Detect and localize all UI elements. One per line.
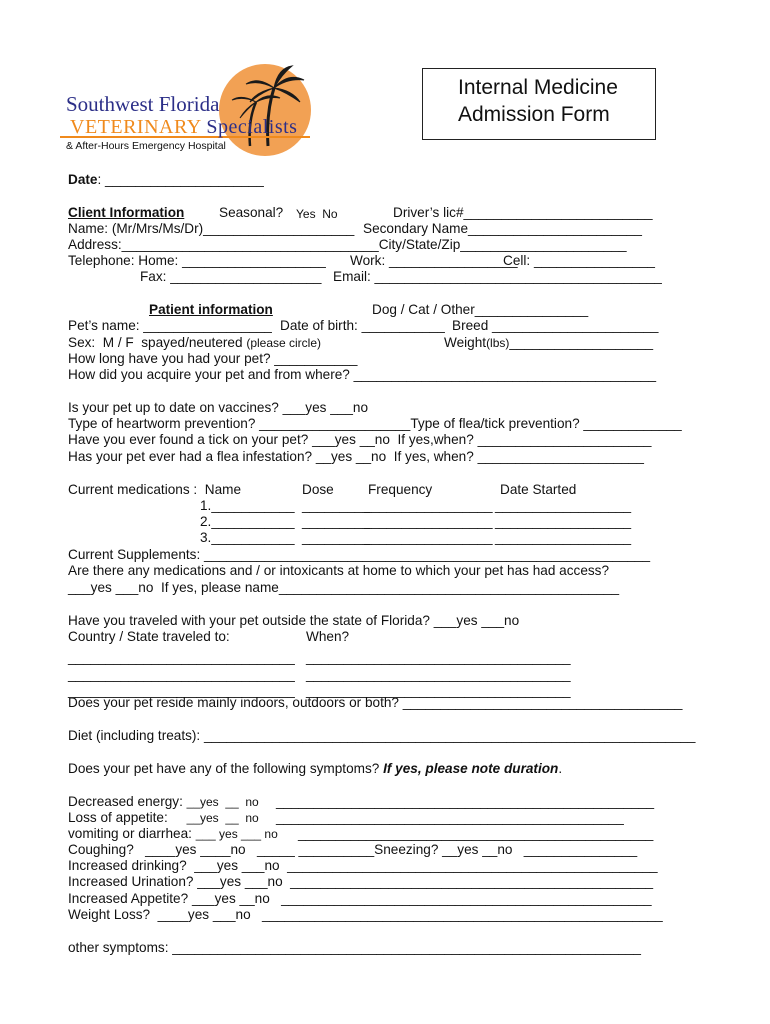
client-name-field[interactable]: Name: (Mr/Mrs/Ms/Dr)____________________ [68,221,355,236]
vomiting-duration[interactable]: _______________________________________________ [298,826,654,841]
decreased-energy-duration[interactable]: __________________________________________________ [276,794,655,809]
medications-dose-header: Dose [302,482,334,497]
travel-location-field-1[interactable]: ______________________________ [68,650,295,665]
form-title-line1: Internal Medicine [458,76,618,99]
date-of-birth-field[interactable]: Date of birth: ___________ [280,318,445,333]
medication-row-2-date[interactable]: __________________ [495,514,632,529]
vaccines-question[interactable]: Is your pet up to date on vaccines? ___yes ___no [68,400,369,415]
travel-when-field-3[interactable]: ___________________________________ [306,683,571,698]
medication-row-3-name[interactable]: 3.___________ [200,530,295,545]
address-field[interactable]: Address:__________________________________City/State/Zip______________________ [68,237,627,252]
logo-name-line2 [70,116,297,139]
medication-row-3-frequency[interactable]: _________________ [364,530,493,545]
decreased-energy-row[interactable]: Decreased energy: __yes __ no [68,794,259,809]
travel-when-field-2[interactable]: ___________________________________ [306,667,571,682]
weight-loss-row[interactable]: Weight Loss? ____yes ___no _____________________________________________________ [68,907,663,922]
travel-when-field-1[interactable]: ___________________________________ [306,650,571,665]
other-symptoms-field[interactable]: other symptoms: ______________________________________________________________ [68,940,641,955]
toxins-answer-field[interactable]: ___yes ___no If yes, please name_____________________________________________ [68,580,620,595]
sex-field[interactable]: Sex: M / F spayed/neutered (please circle) [68,335,322,350]
when-label: When? [306,629,350,644]
medication-row-1-date[interactable]: __________________ [495,498,632,513]
seasonal-label: Seasonal? [219,205,284,220]
work-phone-field[interactable]: Work: _________________ [350,253,518,268]
logo-specialists: Specialists [206,116,298,138]
medications-frequency-header: Frequency [368,482,433,497]
medication-row-1-dose[interactable]: _________ [302,498,371,513]
heartworm-prevention-field[interactable]: Type of heartworm prevention? ____________________Type of flea/tick prevention? _____________ [68,416,682,431]
travel-location-field-2[interactable]: ______________________________ [68,667,295,682]
medication-row-3-date[interactable]: __________________ [495,530,632,545]
travel-location-field-3[interactable]: ______________________________ [68,683,295,698]
drivers-license-field[interactable]: Driver’s lic#_________________________ [393,205,653,220]
tick-question[interactable]: Have you ever found a tick on your pet? ___yes __no If yes,when? _______________________ [68,432,652,447]
client-info-heading: Client Information [68,205,185,220]
toxins-question: Are there any medications and / or intoxicants at home to which your pet has had access? [68,563,610,578]
medications-label: Current medications : Name [68,482,242,497]
travel-question[interactable]: Have you traveled with your pet outside the state of Florida? ___yes ___no [68,613,520,628]
weight-field[interactable]: Weight(lbs)___________________ [444,335,654,350]
diet-field[interactable]: Diet (including treats): _________________________________________________________________ [68,728,696,743]
telephone-home-field[interactable]: Telephone: Home: ___________________ [68,253,326,268]
increased-urination-row[interactable]: Increased Urination? ___yes ___no ________________________________________________ [68,874,654,889]
form-title-line2: Admission Form [458,103,610,126]
medication-row-3-dose[interactable]: _________ [302,530,371,545]
vomiting-row[interactable]: vomiting or diarrhea: ___ yes ___ no [68,826,278,841]
date-label: Date [68,172,98,187]
supplements-field[interactable]: Current Supplements: ___________________________________________________________ [68,547,651,562]
pet-name-field[interactable]: Pet’s name: _________________ [68,318,272,333]
increased-drinking-row[interactable]: Increased drinking? ___yes ___no _________________________________________________ [68,858,658,873]
symptoms-intro: Does your pet have any of the following symptoms? If yes, please note duration. [68,761,563,776]
increased-appetite-row[interactable]: Increased Appetite? ___yes __no _________________________________________________ [68,891,652,906]
medication-row-1-frequency[interactable]: _________________ [364,498,493,513]
seasonal-yes-no[interactable]: Yes No [296,207,338,221]
species-field[interactable]: Dog / Cat / Other_______________ [372,302,589,317]
email-field[interactable]: Email: ______________________________________ [333,269,662,284]
indoors-outdoors-field[interactable]: Does your pet reside mainly indoors, outdoors or both? _____________________________________ [68,695,683,710]
secondary-name-field[interactable]: Secondary Name_______________________ [363,221,642,236]
medication-row-2-dose[interactable]: _________ [302,514,371,529]
medication-row-2-frequency[interactable]: _________________ [364,514,493,529]
loss-of-appetite-row[interactable]: Loss of appetite: __yes __ no [68,810,259,825]
logo-name-line1: Southwest Florida [66,92,220,116]
fax-field[interactable]: Fax: ____________________ [140,269,322,284]
medication-row-2-name[interactable]: 2.___________ [200,514,295,529]
logo-veterinary: VETERINARY [70,116,201,138]
date-row: Date: _____________________ [68,172,264,187]
how-long-field[interactable]: How long have you had your pet? ___________ [68,351,358,366]
loss-of-appetite-duration[interactable]: ______________________________________________ [276,810,624,825]
breed-field[interactable]: Breed ______________________ [452,318,659,333]
medications-date-started-header: Date Started [500,482,577,497]
patient-info-heading: Patient information [149,302,273,317]
logo-subtitle: & After-Hours Emergency Hospital [66,140,226,152]
acquire-field[interactable]: How did you acquire your pet and from where? ________________________________________ [68,367,657,382]
country-state-label: Country / State traveled to: [68,629,230,644]
flea-question[interactable]: Has your pet ever had a flea infestation? __yes __no If yes, when? ______________________ [68,449,644,464]
date-field[interactable]: _____________________ [105,172,264,187]
coughing-sneezing-row[interactable]: Coughing? ____yes ____no _____ __________Sneezing? __yes __no _______________ [68,842,638,857]
cell-phone-field[interactable]: Cell: ________________ [503,253,655,268]
medication-row-1-name[interactable]: 1.___________ [200,498,295,513]
